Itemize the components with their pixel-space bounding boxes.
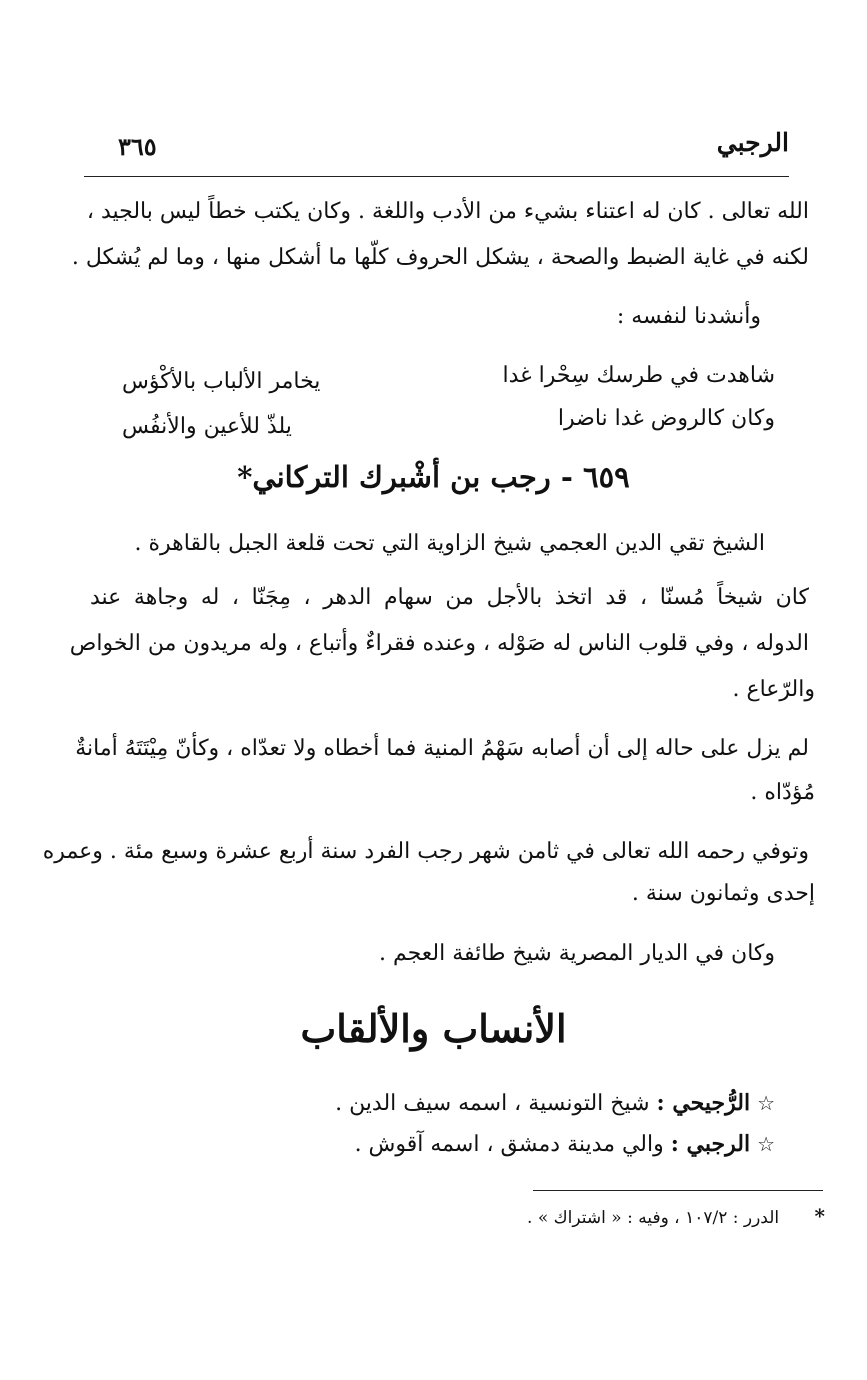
footnote — [527, 1204, 825, 1229]
biography-paragraph-5: وكان في الديار المصرية شيخ طائفة العجم . — [378, 941, 775, 966]
intro-line-1: الله تعالى . كان له اعتناء بشيء من الأدب واللغة . وكان يكتب خطاً ليس بالجيد ، — [86, 199, 809, 224]
biography-heading: ٦٥٩ - رجب بن أشْبرك التركاني* — [237, 460, 630, 494]
biography-paragraph-2-line-3: والرّعاع . — [732, 677, 815, 702]
biography-paragraph-2-line-1: كان شيخاً مُسنّا ، قد اتخذ بالأجل من سهام الدهر ، مِجَنّا ، له وجاهة عند — [90, 585, 809, 610]
star-icon: ☆ — [757, 1132, 775, 1156]
running-header-title: الرجبي — [716, 128, 789, 157]
entry-text: والي مدينة دمشق ، اسمه آقوش . — [354, 1132, 664, 1157]
poem-verse-1-first: شاهدت في طرسك سِحْرا غدا — [502, 363, 775, 388]
biography-paragraph-3-line-2: مُؤدّاه . — [750, 780, 815, 805]
biography-paragraph-4-line-1: وتوفي رحمه الله تعالى في ثامن شهر رجب الفرد سنة أربع عشرة وسبع مئة . وعمره — [42, 839, 809, 864]
section-title: الأنساب والألقاب — [300, 1006, 567, 1051]
entry-item — [355, 1131, 775, 1159]
footnote-mark: * — [814, 1204, 825, 1228]
poem-verse-2-second: يلذّ للأعين والأنفُس — [122, 414, 292, 439]
entry-text: شيخ التونسية ، اسمه سيف الدين . — [335, 1091, 650, 1116]
biography-paragraph-4-line-2: إحدى وثمانون سنة . — [631, 881, 815, 906]
entry-name: الرُّجيحي : — [656, 1090, 751, 1116]
poem-intro: وأنشدنا لنفسه : — [616, 304, 761, 329]
entry-item — [335, 1090, 775, 1118]
poem-verse-1-second: يخامر الألباب بالأكْؤس — [122, 369, 321, 394]
poem-verse-2-first: وكان كالروض غدا ناضرا — [557, 406, 775, 431]
star-icon: ☆ — [757, 1091, 775, 1115]
footnote-text: الدرر : ١٠٧/٢ ، وفيه : « اشتراك » . — [527, 1208, 780, 1228]
header-divider — [84, 176, 789, 177]
biography-paragraph-2-line-2: الدوله ، وفي قلوب الناس له صَوْله ، وعنده فقراءٌ وأتباع ، وله مريدون من الخواص — [69, 631, 809, 656]
footnote-divider — [533, 1190, 823, 1191]
intro-line-2: لكنه في غاية الضبط والصحة ، يشكل الحروف كلّها ما أشكل منها ، وما لم يُشكل . — [71, 245, 809, 270]
page-number: ٣٦٥ — [118, 132, 157, 161]
biography-paragraph-1: الشيخ تقي الدين العجمي شيخ الزاوية التي تحت قلعة الجبل بالقاهرة . — [134, 531, 765, 556]
biography-paragraph-3-line-1: لم يزل على حاله إلى أن أصابه سَهْمُ المنية فما أخطاه ولا تعدّاه ، وكأنّ مِيْتَتَهُ أمانةٌ — [75, 736, 809, 761]
entry-name: الرجبي : — [670, 1131, 751, 1157]
